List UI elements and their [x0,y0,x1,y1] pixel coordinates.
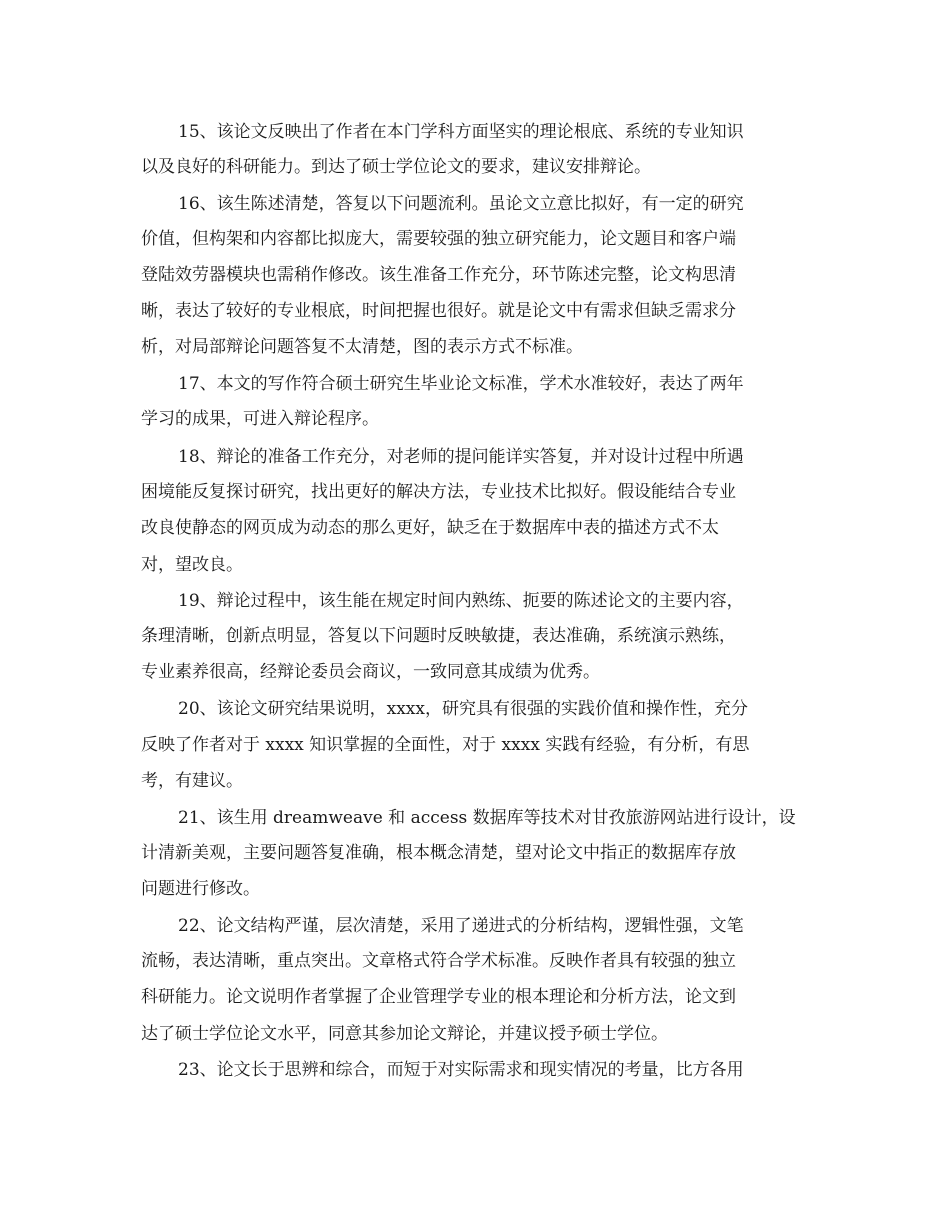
text-line: 18、辩论的准备工作充分，对老师的提问能详实答复，并对设计过程中所遇 [178,447,744,467]
text-line: 晰，表达了较好的专业根底，时间把握也很好。就是论文中有需求但缺乏需求分 [141,301,736,321]
text-line: 价值，但构架和内容都比拟庞大，需要较强的独立研究能力，论文题目和客户端 [141,229,736,249]
text-line: 达了硕士学位论文水平，同意其参加论文辩论，并建议授予硕士学位。 [141,1024,668,1044]
text-line: 21、该生用 dreamweave 和 access 数据库等技术对甘孜旅游网站进行设计，设 [178,808,796,828]
text-line: 问题进行修改。 [141,879,260,899]
text-line: 流畅，表达清晰，重点突出。文章格式符合学术标准。反映作者具有较强的独立 [141,951,736,971]
text-line: 条理清晰，创新点明显，答复以下问题时反映敏捷，表达准确，系统演示熟练， [141,626,736,646]
text-line: 17、本文的写作符合硕士研究生毕业论文标准，学术水准较好，表达了两年 [178,374,744,394]
text-line: 16、该生陈述清楚，答复以下问题流利。虽论文立意比拟好，有一定的研究 [178,194,744,214]
text-line: 困境能反复探讨研究，找出更好的解决方法，专业技术比拟好。假设能结合专业 [141,482,736,502]
text-line: 23、论文长于思辨和综合，而短于对实际需求和现实情况的考量，比方各用 [178,1060,744,1080]
text-line: 以及良好的科研能力。到达了硕士学位论文的要求，建议安排辩论。 [141,157,651,177]
text-line: 反映了作者对于 xxxx 知识掌握的全面性，对于 xxxx 实践有经验，有分析，有思 [141,735,750,755]
text-line: 改良使静态的网页成为动态的那么更好，缺乏在于数据库中表的描述方式不太 [141,518,719,538]
text-line: 22、论文结构严谨，层次清楚，采用了递进式的分析结构，逻辑性强，文笔 [178,916,744,936]
text-line: 19、辩论过程中，该生能在规定时间内熟练、扼要的陈述论文的主要内容， [178,591,744,611]
text-line: 20、该论文研究结果说明，xxxx，研究具有很强的实践价值和操作性，充分 [178,699,748,719]
text-line: 对，望改良。 [141,555,243,575]
text-line: 科研能力。论文说明作者掌握了企业管理学专业的根本理论和分析方法，论文到 [141,987,736,1007]
text-line: 析，对局部辩论问题答复不太清楚，图的表示方式不标准。 [141,337,583,357]
text-line: 登陆效劳器模块也需稍作修改。该生准备工作充分，环节陈述完整，论文构思清 [141,265,736,285]
text-line: 考，有建议。 [141,771,243,791]
text-line: 计清新美观，主要问题答复准确，根本概念清楚，望对论文中指正的数据库存放 [141,843,736,863]
text-line: 专业素养很高，经辩论委员会商议，一致同意其成绩为优秀。 [141,662,600,682]
text-line: 学习的成果，可进入辩论程序。 [141,409,379,429]
text-line: 15、该论文反映出了作者在本门学科方面坚实的理论根底、系统的专业知识 [178,122,744,142]
